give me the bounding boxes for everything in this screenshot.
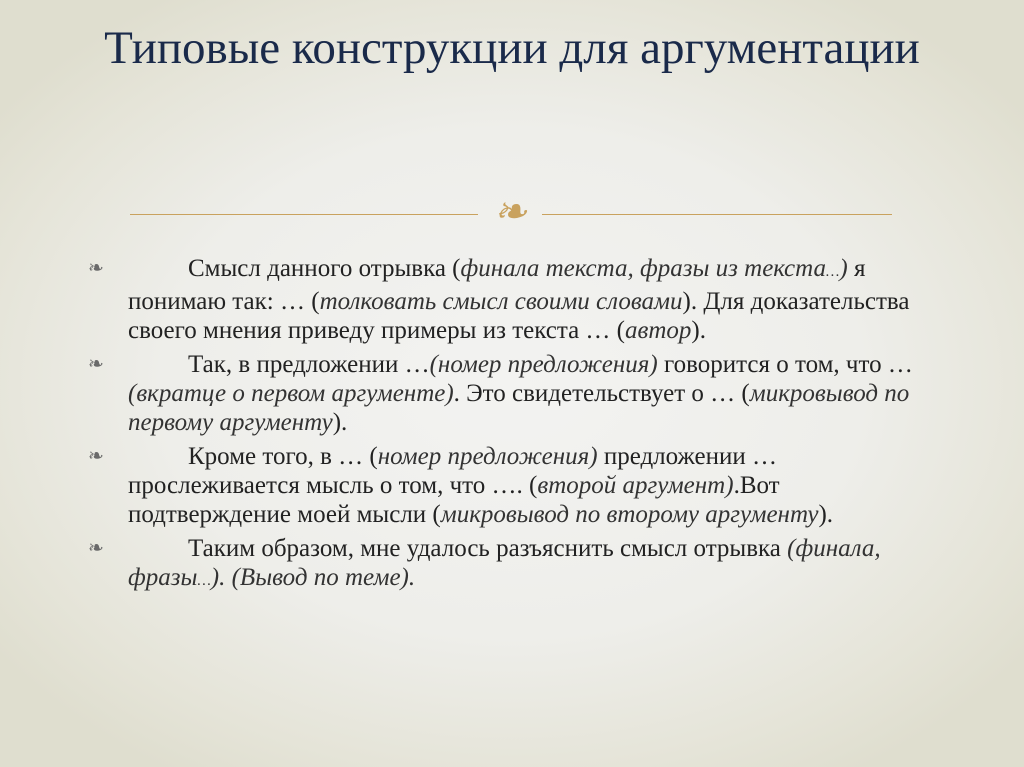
italic-text: автор: [625, 317, 692, 344]
fleuron-ornament-icon: ❧: [493, 189, 527, 234]
italic-text: микровывод по второму аргументу: [440, 501, 819, 528]
italic-text: (номер предложения): [429, 351, 658, 378]
bullet-item-3: [88, 442, 948, 529]
bullet-item-1: [88, 254, 948, 345]
italic-text: ): [839, 255, 848, 282]
text: ).: [691, 317, 706, 344]
text: Так, в предложении …: [188, 351, 430, 378]
bullet-item-4: [88, 534, 948, 596]
italic-text: финала текста, фразы из текста: [460, 255, 827, 282]
fleuron-bullet-icon: ❧: [88, 354, 104, 375]
fleuron-bullet-icon: ❧: [88, 258, 104, 279]
italic-text: (финала, фразы: [128, 535, 881, 591]
text: ). Для доказательства своего мнения приведу примеры из текста … (: [128, 288, 910, 344]
fleuron-bullet-icon: ❧: [88, 446, 104, 467]
bullet-list: [88, 254, 948, 601]
divider-line-right: [542, 214, 892, 215]
text: Таким образом, мне удалось разъяснить смысл отрывка: [188, 535, 788, 562]
text: .Вот подтверждение моей мысли (: [128, 472, 780, 528]
ellipsis-small: …: [197, 573, 211, 589]
text: Кроме того, в … (: [188, 443, 378, 470]
text: я понимаю так: … (: [128, 255, 866, 315]
italic-text: ). (Вывод по теме).: [210, 564, 416, 591]
italic-text: толковать смысл своими словами: [319, 288, 683, 315]
text: ).: [332, 409, 348, 436]
text: . Это свидетельствует о … (: [453, 380, 750, 407]
title-divider: [130, 190, 892, 234]
fleuron-bullet-icon: ❧: [88, 538, 104, 559]
text: Смысл данного отрывка (: [188, 255, 461, 282]
italic-text: второй аргумент): [537, 472, 734, 499]
bullet-item-2: [88, 350, 948, 437]
italic-text: (вкратце о первом аргументе): [128, 380, 454, 407]
text: говорится о том, что …: [657, 351, 913, 378]
italic-text: микровывод по первому аргументу: [128, 380, 910, 436]
slide-title: Типовые конструкции для аргументации: [104, 22, 920, 74]
text: ).: [818, 501, 834, 528]
text: предложении … прослеживается мысль о том, что …. (: [128, 443, 777, 499]
italic-text: номер предложения): [377, 443, 598, 470]
ellipsis-small: …: [826, 264, 840, 280]
divider-line-left: [130, 214, 478, 215]
